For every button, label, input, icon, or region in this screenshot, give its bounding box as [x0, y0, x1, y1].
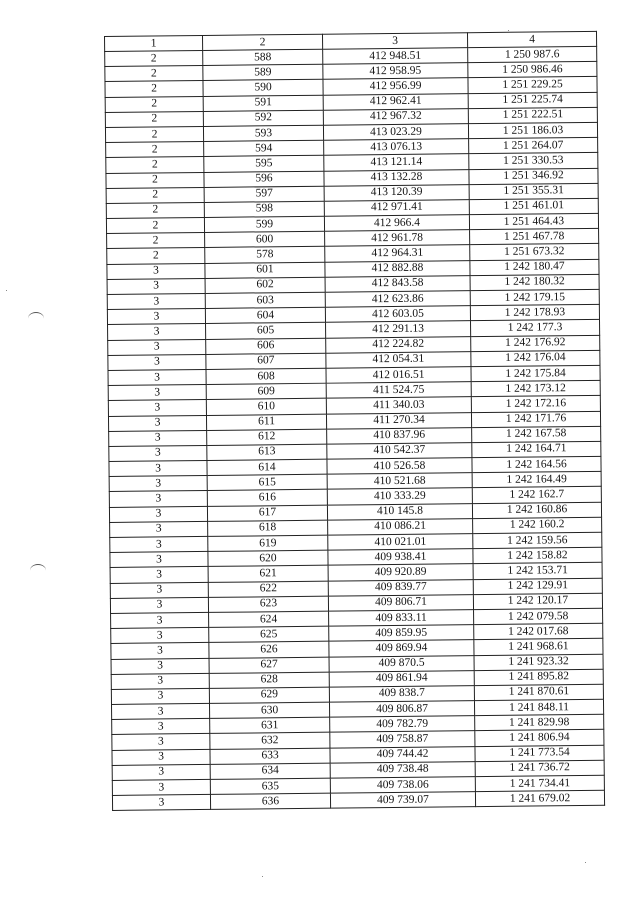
y-coordinate-cell: 1 242 177.3	[471, 320, 600, 337]
point-number-cell: 590	[203, 80, 323, 96]
section-cell: 3	[107, 263, 205, 279]
column-header-3: 3	[322, 33, 467, 50]
point-number-cell: 633	[210, 748, 330, 764]
point-number-cell: 611	[206, 414, 326, 430]
point-number-cell: 593	[203, 125, 323, 141]
x-coordinate-cell: 409 838.7	[329, 686, 474, 703]
section-cell: 3	[109, 461, 207, 477]
scan-speck	[585, 862, 586, 863]
x-coordinate-cell: 410 086.21	[328, 518, 473, 535]
section-cell: 3	[111, 643, 209, 659]
x-coordinate-cell: 412 958.95	[323, 63, 468, 80]
point-number-cell: 616	[207, 490, 327, 506]
x-coordinate-cell: 410 526.58	[327, 458, 472, 475]
point-number-cell: 595	[204, 156, 324, 172]
x-coordinate-cell: 413 120.39	[324, 184, 469, 201]
section-cell: 2	[106, 202, 204, 218]
x-coordinate-cell: 409 739.07	[330, 792, 475, 809]
section-cell: 2	[105, 111, 203, 127]
point-number-cell: 606	[206, 338, 326, 354]
x-coordinate-cell: 412 054.31	[326, 351, 471, 368]
x-coordinate-cell: 412 962.41	[323, 93, 468, 110]
section-cell: 3	[111, 673, 209, 689]
y-coordinate-cell: 1 241 895.82	[474, 669, 603, 686]
binder-hole-mark-bottom	[30, 564, 46, 577]
section-cell: 3	[110, 552, 208, 568]
y-coordinate-cell: 1 241 773.54	[475, 745, 604, 762]
x-coordinate-cell: 412 966.4	[324, 215, 469, 232]
section-cell: 2	[105, 81, 203, 97]
x-coordinate-cell: 412 971.41	[324, 200, 469, 217]
point-number-cell: 625	[209, 626, 329, 642]
section-cell: 2	[107, 248, 205, 264]
point-number-cell: 626	[209, 641, 329, 657]
y-coordinate-cell: 1 242 164.49	[472, 472, 601, 489]
section-cell: 3	[108, 385, 206, 401]
point-number-cell: 621	[208, 566, 328, 582]
x-coordinate-cell: 413 121.14	[324, 154, 469, 171]
point-number-cell: 629	[209, 687, 329, 703]
section-cell: 3	[107, 293, 205, 309]
section-cell: 3	[109, 476, 207, 492]
point-number-cell: 623	[208, 596, 328, 612]
y-coordinate-cell: 1 242 171.76	[471, 411, 600, 428]
y-coordinate-cell: 1 251 330.53	[469, 153, 598, 170]
x-coordinate-cell: 412 603.05	[325, 306, 470, 323]
y-coordinate-cell: 1 241 679.02	[475, 790, 604, 807]
section-cell: 3	[112, 719, 210, 735]
y-coordinate-cell: 1 241 968.61	[474, 639, 603, 656]
y-coordinate-cell: 1 251 222.51	[468, 107, 597, 124]
point-number-cell: 598	[204, 201, 324, 217]
section-cell: 2	[106, 218, 204, 234]
y-coordinate-cell: 1 242 173.12	[471, 380, 600, 397]
section-cell: 2	[105, 50, 203, 66]
x-coordinate-cell: 409 869.94	[329, 640, 474, 657]
y-coordinate-cell: 1 242 180.32	[470, 274, 599, 291]
point-number-cell: 624	[209, 611, 329, 627]
point-number-cell: 613	[207, 444, 327, 460]
section-cell: 2	[106, 187, 204, 203]
x-coordinate-cell: 412 967.32	[323, 108, 468, 125]
y-coordinate-cell: 1 242 120.17	[473, 593, 602, 610]
y-coordinate-cell: 1 242 172.16	[471, 396, 600, 413]
x-coordinate-cell: 412 224.82	[326, 336, 471, 353]
x-coordinate-cell: 410 145.8	[327, 503, 472, 520]
section-cell: 3	[110, 582, 208, 598]
section-cell: 2	[105, 126, 203, 142]
y-coordinate-cell: 1 241 870.61	[474, 684, 603, 701]
point-number-cell: 632	[210, 733, 330, 749]
point-number-cell: 614	[207, 459, 327, 475]
y-coordinate-cell: 1 242 178.93	[470, 305, 599, 322]
x-coordinate-cell: 413 023.29	[323, 124, 468, 141]
coordinates-table	[104, 31, 605, 811]
point-number-cell: 604	[205, 307, 325, 323]
x-coordinate-cell: 410 837.96	[327, 427, 472, 444]
x-coordinate-cell: 409 861.94	[329, 670, 474, 687]
section-cell: 3	[112, 779, 210, 795]
section-cell: 3	[112, 703, 210, 719]
section-cell: 3	[110, 567, 208, 583]
y-coordinate-cell: 1 242 017.68	[474, 623, 603, 640]
column-header-4: 4	[467, 31, 596, 47]
point-number-cell: 591	[203, 95, 323, 111]
column-header-2: 2	[202, 34, 322, 50]
y-coordinate-cell: 1 242 164.71	[472, 441, 601, 458]
point-number-cell: 599	[204, 216, 324, 232]
section-cell: 3	[111, 628, 209, 644]
x-coordinate-cell: 409 758.87	[330, 731, 475, 748]
y-coordinate-cell: 1 251 461.01	[469, 198, 598, 215]
point-number-cell: 600	[205, 231, 325, 247]
x-coordinate-cell: 409 920.89	[328, 564, 473, 581]
section-cell: 2	[107, 233, 205, 249]
section-cell: 3	[108, 339, 206, 355]
section-cell: 3	[108, 400, 206, 416]
section-cell: 2	[106, 142, 204, 158]
y-coordinate-cell: 1 242 129.91	[473, 578, 602, 595]
section-cell: 3	[108, 324, 206, 340]
y-coordinate-cell: 1 242 180.47	[470, 259, 599, 276]
point-number-cell: 592	[203, 110, 323, 126]
point-number-cell: 608	[206, 368, 326, 384]
x-coordinate-cell: 409 738.06	[330, 777, 475, 794]
point-number-cell: 589	[203, 64, 323, 80]
x-coordinate-cell: 409 938.41	[328, 549, 473, 566]
y-coordinate-cell: 1 241 736.72	[475, 760, 604, 777]
x-coordinate-cell: 412 964.31	[325, 245, 470, 262]
y-coordinate-cell: 1 251 229.25	[468, 77, 597, 94]
y-coordinate-cell: 1 251 264.07	[469, 137, 598, 154]
point-number-cell: 620	[208, 550, 328, 566]
y-coordinate-cell: 1 242 176.92	[471, 335, 600, 352]
section-cell: 3	[110, 597, 208, 613]
section-cell: 3	[109, 506, 207, 522]
section-cell: 3	[108, 369, 206, 385]
scan-speck	[6, 290, 7, 291]
y-coordinate-cell: 1 241 806.94	[475, 730, 604, 747]
scan-speck	[262, 876, 263, 877]
point-number-cell: 594	[204, 140, 324, 156]
point-number-cell: 636	[210, 793, 330, 809]
x-coordinate-cell: 409 839.77	[328, 579, 473, 596]
x-coordinate-cell: 412 948.51	[323, 48, 468, 65]
point-number-cell: 603	[205, 292, 325, 308]
y-coordinate-cell: 1 242 179.15	[470, 289, 599, 306]
point-number-cell: 601	[205, 262, 325, 278]
y-coordinate-cell: 1 241 734.41	[475, 775, 604, 792]
point-number-cell: 627	[209, 657, 329, 673]
point-number-cell: 607	[206, 353, 326, 369]
x-coordinate-cell: 410 021.01	[328, 534, 473, 551]
point-number-cell: 618	[208, 520, 328, 536]
y-coordinate-cell: 1 251 355.31	[469, 183, 598, 200]
y-coordinate-cell: 1 242 167.58	[472, 426, 601, 443]
point-number-cell: 602	[205, 277, 325, 293]
table-body	[105, 46, 605, 810]
section-cell: 3	[107, 278, 205, 294]
section-cell: 3	[111, 612, 209, 628]
y-coordinate-cell: 1 251 346.92	[469, 168, 598, 185]
x-coordinate-cell: 409 870.5	[329, 655, 474, 672]
x-coordinate-cell: 412 016.51	[326, 367, 471, 384]
section-cell: 3	[110, 536, 208, 552]
section-cell: 2	[106, 157, 204, 173]
x-coordinate-cell: 409 744.42	[330, 746, 475, 763]
y-coordinate-cell: 1 242 159.56	[473, 532, 602, 549]
x-coordinate-cell: 409 806.71	[328, 594, 473, 611]
section-cell: 3	[108, 415, 206, 431]
coordinates-table-wrapper	[104, 31, 604, 811]
section-cell: 3	[110, 521, 208, 537]
x-coordinate-cell: 412 956.99	[323, 78, 468, 95]
point-number-cell: 609	[206, 383, 326, 399]
section-cell: 3	[111, 658, 209, 674]
y-coordinate-cell: 1 241 923.32	[474, 654, 603, 671]
y-coordinate-cell: 1 241 848.11	[474, 699, 603, 716]
point-number-cell: 617	[207, 505, 327, 521]
column-header-1: 1	[105, 35, 203, 51]
point-number-cell: 615	[207, 474, 327, 490]
point-number-cell: 622	[208, 581, 328, 597]
y-coordinate-cell: 1 242 160.86	[472, 502, 601, 519]
y-coordinate-cell: 1 250 986.46	[468, 62, 597, 79]
x-coordinate-cell: 410 333.29	[327, 488, 472, 505]
y-coordinate-cell: 1 251 186.03	[468, 122, 597, 139]
y-coordinate-cell: 1 241 829.98	[475, 715, 604, 732]
point-number-cell: 631	[210, 717, 330, 733]
section-cell: 3	[108, 354, 206, 370]
x-coordinate-cell: 411 524.75	[326, 382, 471, 399]
point-number-cell: 588	[203, 49, 323, 65]
section-cell: 2	[105, 66, 203, 82]
x-coordinate-cell: 409 859.95	[329, 625, 474, 642]
y-coordinate-cell: 1 242 160.2	[473, 517, 602, 534]
y-coordinate-cell: 1 242 153.71	[473, 563, 602, 580]
x-coordinate-cell: 409 833.11	[329, 610, 474, 627]
section-cell: 2	[106, 172, 204, 188]
section-cell: 3	[112, 764, 210, 780]
y-coordinate-cell: 1 242 158.82	[473, 548, 602, 565]
x-coordinate-cell: 412 961.78	[325, 230, 470, 247]
y-coordinate-cell: 1 251 673.32	[470, 244, 599, 261]
x-coordinate-cell: 412 623.86	[325, 291, 470, 308]
y-coordinate-cell: 1 251 467.78	[470, 229, 599, 246]
x-coordinate-cell: 409 738.48	[330, 761, 475, 778]
section-cell: 3	[112, 749, 210, 765]
x-coordinate-cell: 410 542.37	[327, 443, 472, 460]
section-cell: 2	[105, 96, 203, 112]
binder-hole-mark-top	[28, 312, 44, 325]
section-cell: 3	[109, 430, 207, 446]
point-number-cell: 605	[206, 323, 326, 339]
section-cell: 3	[112, 734, 210, 750]
point-number-cell: 635	[210, 778, 330, 794]
point-number-cell: 630	[209, 702, 329, 718]
y-coordinate-cell: 1 250 987.6	[468, 46, 597, 63]
x-coordinate-cell: 413 132.28	[324, 169, 469, 186]
y-coordinate-cell: 1 251 225.74	[468, 92, 597, 109]
x-coordinate-cell: 413 076.13	[324, 139, 469, 156]
x-coordinate-cell: 410 521.68	[327, 473, 472, 490]
point-number-cell: 619	[208, 535, 328, 551]
y-coordinate-cell: 1 242 164.56	[472, 456, 601, 473]
section-cell: 3	[107, 309, 205, 325]
x-coordinate-cell: 412 291.13	[326, 321, 471, 338]
y-coordinate-cell: 1 251 464.43	[469, 213, 598, 230]
section-cell: 3	[109, 491, 207, 507]
x-coordinate-cell: 409 806.87	[329, 701, 474, 718]
y-coordinate-cell: 1 242 079.58	[474, 608, 603, 625]
point-number-cell: 634	[210, 763, 330, 779]
x-coordinate-cell: 412 843.58	[325, 275, 470, 292]
y-coordinate-cell: 1 242 176.04	[471, 350, 600, 367]
point-number-cell: 597	[204, 186, 324, 202]
x-coordinate-cell: 409 782.79	[330, 716, 475, 733]
section-cell: 3	[111, 688, 209, 704]
point-number-cell: 578	[205, 247, 325, 263]
point-number-cell: 610	[206, 399, 326, 415]
section-cell: 3	[109, 445, 207, 461]
y-coordinate-cell: 1 242 162.7	[472, 487, 601, 504]
point-number-cell: 612	[207, 429, 327, 445]
point-number-cell: 596	[204, 171, 324, 187]
x-coordinate-cell: 411 270.34	[326, 412, 471, 429]
section-cell: 3	[112, 795, 210, 811]
point-number-cell: 628	[209, 672, 329, 688]
y-coordinate-cell: 1 242 175.84	[471, 365, 600, 382]
x-coordinate-cell: 412 882.88	[325, 260, 470, 277]
x-coordinate-cell: 411 340.03	[326, 397, 471, 414]
